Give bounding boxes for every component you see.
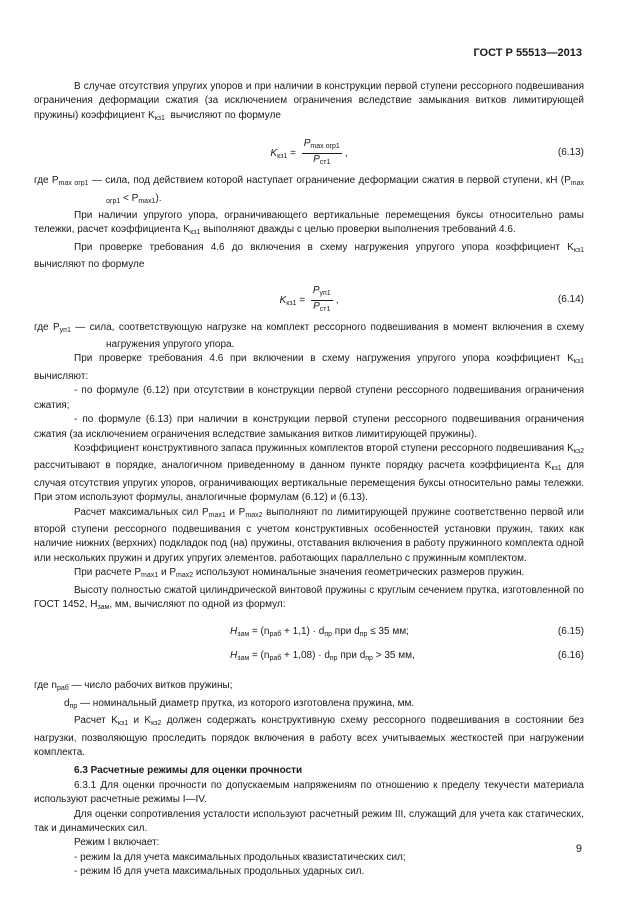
paragraph: Коэффициент конструктивного запаса пружинных комплектов второй ступени рессорного подвешивания $K_{кз2}$ рассчитывают в порядке, аналогичном приведенному в данном пункте порядку расчета коэффициента $K_{кз1}$ для случая отсутствия упругих упоров, ограничивающих вертикальные перемещения буксы относительно рамы тележки. При этом используют формулы, аналогичные формулам (6.12) и (6.13). xyxy=(34,442,584,504)
formula-definition: где $P_{уп1}$ — сила, соответствующую нагрузке на комплект рессорного подвешивания в момент включения в схему нагружения упругого упора. xyxy=(34,321,584,351)
formula-definition: где $n_{раб}$ — число рабочих витков пружины; xyxy=(34,680,233,693)
formula-definition: $d_{пр}$ — номинальный диаметр прутка, из которого изготовлена пружина, мм. xyxy=(64,697,415,710)
page-content xyxy=(34,80,584,880)
formula-6-13: $K_{кз1}$ = $\frac{P_{max огр1}}{P_{ст1}}$ , (6.13) xyxy=(270,138,584,167)
formula-number: (6.13) xyxy=(557,147,584,159)
paragraph: 6.3.1 Для оценки прочности по допускаемым напряжениям по отношению к пределу текучести материала используют расчетные режимы I—IV. xyxy=(34,779,584,806)
section-heading: 6.3 Расчетные режимы для оценки прочности xyxy=(74,765,303,777)
page-number: 9 xyxy=(575,843,582,855)
formula-6-14: $K_{кз1}$ = $\frac{P_{уп1}}{P_{ст1}}$ , (6.14) xyxy=(279,284,584,313)
paragraph: Расчет $K_{кз1}$ и $K_{кз2}$ должен содержать конструктивную схему рессорного подвешивания в состоянии без нагрузки, позволяющую проследить порядок включения в работу всех учитываемых жесткостей при нагружении комплекта. xyxy=(34,715,584,758)
formula-number: (6.14) xyxy=(557,293,584,305)
document-header: ГОСТ Р 55513—2013 xyxy=(473,47,582,59)
paragraph: При проверке требования 4.6 при включении в схему нагружения упругого упора коэффициент $K_{кз1}$ вычисляют: xyxy=(34,353,584,382)
formula-number: (6.16) xyxy=(557,650,584,662)
paragraph: Для оценки сопротивления усталости используют расчетный режим III, служащий для учета как статических, так и динамических сил. xyxy=(34,808,584,835)
list-item: - по формуле (6.13) при наличии в конструкции первой ступени рессорного подвешивания ограничения сжатия (за исключением ограничения вследствие замыкания витков лимитирующей пружины). xyxy=(34,414,584,440)
list-item: - режим Iа для учета максимальных продольных квазистатических сил; xyxy=(74,851,406,863)
formula-6-15: $H_{зам} = (n_{раб} + 1,1) \cdot d_{пр}$ при $d_{пр} \le 35$ мм; (6.15) xyxy=(230,626,584,639)
paragraph: Режим I включает: xyxy=(74,837,160,849)
list-item: - режим Iб для учета максимальных продольных ударных сил. xyxy=(74,866,365,878)
formula-definition: где $P_{max огр1}$ — сила, под действием которой наступает ограничение деформации сжатия в первой ступени, кН $(P_{max огр1} < P_{max1})$. xyxy=(34,175,584,205)
paragraph: Расчет максимальных сил $P_{max1}$ и $P_{max2}$ выполняют по лимитирующей пружине соответственно первой или второй ступени рессорного подвешивания с учетом конструктивных особенностей установки пружин, таких как наличие нижних (верхних) подкладок под (на) пружины, отставания включения в работу пружинного комплекта одной или нескольких пружин и других упругих элементов. работающих параллельно с пружинным комплектом. xyxy=(34,506,584,564)
paragraph: При наличии упругого упора, ограничивающего вертикальные перемещения буксы относительно рамы тележки, расчет коэффициента $K_{кз1}$ выполняют дважды с целью проверки выполнения требований 4.6. xyxy=(34,210,584,237)
paragraph: В случае отсутствия упругих упоров и при наличии в конструкции первой ступени рессорного подвешивания ограничения деформации сжатия (за исключением ограничения вследствие замыкания витков лимитирующей пружины) коэффициент $K_{кз1}$ вычисляют по формуле xyxy=(34,81,584,122)
formula-6-16: $H_{зам} = (n_{раб} + 1,08) \cdot d_{пр}$ при $d_{пр} > 35$ мм, (6.16) xyxy=(230,650,584,663)
paragraph: Высоту полностью сжатой цилиндрической винтовой пружины с круглым сечением прутка, изготовленной по ГОСТ 1452, $H_{зам}$, мм, вычисляют по одной из формул: xyxy=(34,584,584,611)
formula-number: (6.15) xyxy=(557,626,584,638)
paragraph: При проверке требования 4.6 до включения в схему нагружения упругого упора коэффициент $K_{кз1}$ вычисляют по формуле xyxy=(34,241,584,271)
list-item: - по формуле (6.12) при отсутствии в конструкции первой ступени рессорного подвешивания ограничения сжатия; xyxy=(34,385,584,411)
paragraph: При расчете $P_{max1}$ и $P_{max2}$ используют номинальные значения геометрических размеров пружин. xyxy=(74,567,525,580)
